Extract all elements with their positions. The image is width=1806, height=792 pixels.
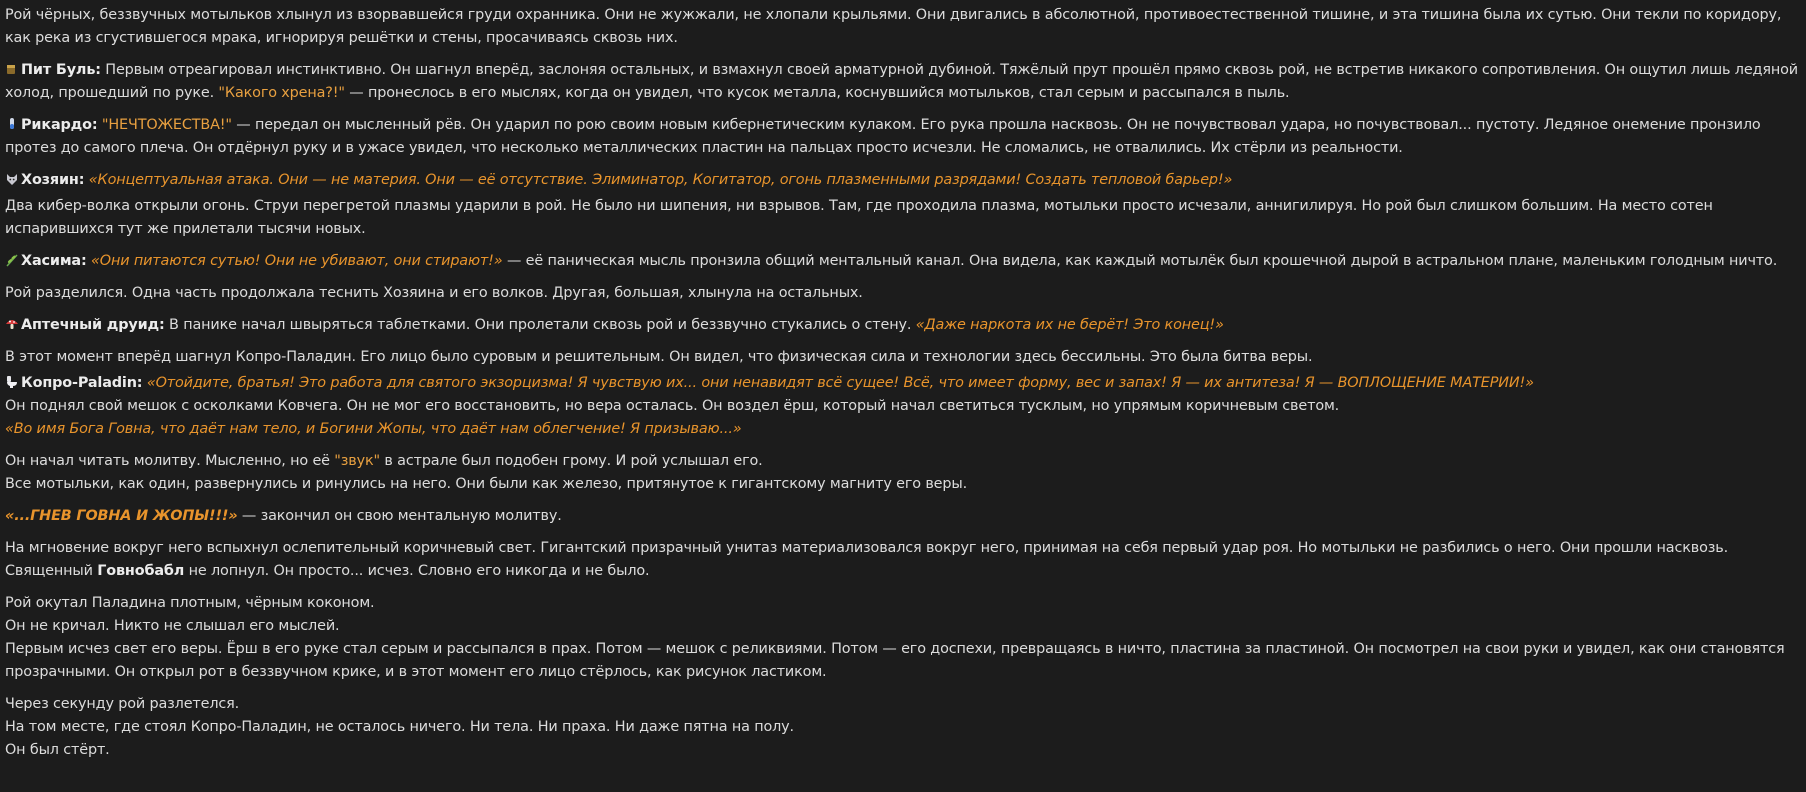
paragraph-ricardo: [5, 114, 1800, 160]
pitbull-text-end: — пронеслось в его мыслях, когда он увидел, что кусок металла, коснувшийся мотыльков, стал серым и рассыпался в пыль.: [344, 85, 1290, 101]
paragraph-moth-swarm: Рой чёрных, беззвучных мотыльков хлынул из взорвавшейся груди охранника. Они не жужжали, не хлопали крыльями. Они двигались в абсолютной, противоестественной тишине, и эта тишина была их сутью. Они текли по коридору, как река из сгустившегося мрака, игнорируя решётки и стены, просачиваясь сквозь них.: [5, 7, 1782, 46]
mushroom-icon: [5, 317, 19, 331]
wrath-quote: «...ГНЕВ ГОВНА И ЖОПЫ!!!»: [5, 508, 238, 524]
wrath-text: — закончил он свою ментальную молитву.: [237, 508, 562, 524]
paragraph-moths-turn: Все мотыльки, как один, развернулись и ринулись на него. Они были как железо, притянутое к гигантскому магниту его веры.: [5, 476, 968, 492]
prayer-text-end: в астрале был подобен грому. И рой услышал его.: [379, 453, 763, 469]
paragraph-paladin-steps: В этот момент вперёд шагнул Копро-Паладин. Его лицо было суровым и решительным. Он видел, что физическая сила и технологии здесь бессильны. Это была битва веры.: [5, 349, 1313, 365]
bubble-text: Священный: [5, 563, 98, 579]
speaker-master: Хозяин:: [21, 172, 85, 188]
sock-icon: [5, 62, 19, 76]
paladin-quote: «Отойдите, братья! Это работа для святого экзорцизма! Я чувствую их... они ненавидят всё сущее! Всё, что имеет форму, вес и запах! Я — их антитеза! Я — ВОПЛОЩЕНИЕ МАТЕРИИ!»: [146, 375, 1534, 391]
paragraph-paladin: [5, 372, 1800, 395]
paragraph-silence: Он не кричал. Никто не слышал его мыслей.: [5, 618, 340, 634]
speaker-hasima: Хасима:: [21, 253, 87, 269]
master-quote: «Концептуальная атака. Они — не материя. Они — её отсутствие. Элиминатор, Когитатор, огонь плазменными разрядами! Создать тепловой барьер!»: [88, 172, 1233, 188]
paragraph-cyber-wolves: Два кибер-волка открыли огонь. Струи перегретой плазмы ударили в рой. Не было ни шипения, ни взрывов. Там, где проходила плазма, мотыльки просто исчезали, аннигилируя. Но рой был слишком большим. На место сотен испарившихся тут же прилетали тысячи новых.: [5, 198, 1713, 237]
paragraph-bubble: [5, 560, 1800, 583]
paragraph-erasure: Первым исчез свет его веры. Ёрш в его руке стал серым и рассыпался в прах. Потом — мешок с реликвиями. Потом — его доспехи, превращаясь в ничто, пластина за пластиной. Он посмотрел на свои руки и увидел, как они становятся прозрачными. Он открыл рот в беззвучном крике, и в этот момент его лицо стёрлось, как рисунок ластиком.: [5, 641, 1785, 680]
paragraph-wrath: [5, 505, 1800, 528]
prayer-sound-quote: "звук": [334, 453, 380, 469]
speaker-pitbull: Пит Буль:: [21, 62, 101, 78]
paragraph-nothing-left: На том месте, где стоял Копро-Паладин, не осталось ничего. Ни тела. Ни праха. Ни даже пятна на полу.: [5, 719, 794, 735]
paragraph-erased: Он был стёрт.: [5, 742, 110, 758]
hasima-quote: «Они питаются сутью! Они не убивают, они стирают!»: [91, 253, 503, 269]
invocation-quote: «Во имя Бога Говна, что даёт нам тело, и Богини Жопы, что даёт нам облегчение! Я призываю...»: [5, 421, 742, 437]
druid-quote: «Даже наркота их не берёт! Это конец!»: [915, 317, 1224, 333]
paragraph-druid: [5, 314, 1800, 337]
paragraph-scatter: Через секунду рой разлетелся.: [5, 696, 240, 712]
paragraph-relic-bag: Он поднял свой мешок с осколками Ковчега. Он не мог его восстановить, но вера осталась. Он воздел ёрш, который начал светиться тусклым, но упрямым коричневым светом.: [5, 398, 1340, 414]
paragraph-hasima: [5, 250, 1800, 273]
paragraph-swarm-split: Рой разделился. Одна часть продолжала теснить Хозяина и его волков. Другая, большая, хлынула на остальных.: [5, 285, 863, 301]
speaker-paladin: Копро-Paladin:: [21, 375, 143, 391]
pitbull-quote: "Какого хрена?!": [218, 85, 345, 101]
paragraph-invocation: [5, 418, 1800, 441]
speaker-druid: Аптечный друид:: [21, 317, 165, 333]
test-tube-icon: [5, 117, 19, 131]
paragraph-pitbull: [5, 59, 1800, 105]
paragraph-brown-light: На мгновение вокруг него вспыхнул ослепительный коричневый свет. Гигантский призрачный унитаз материализовался вокруг него, принимая на себя первый удар роя. Но мотыльки не разбились о него. Они прошли насквозь.: [5, 540, 1729, 556]
ricardo-quote: "НЕЧТОЖЕСТВА!": [101, 117, 232, 133]
toilet-icon: [5, 375, 19, 389]
hasima-text: — её паническая мысль пронзила общий ментальный канал. Она видела, как каждый мотылёк был крошечной дырой в астральном плане, маленьким голодным ничто.: [502, 253, 1778, 269]
bubble-text-end: не лопнул. Он просто... исчез. Словно его никогда и не было.: [184, 563, 650, 579]
herb-icon: [5, 253, 19, 267]
speaker-ricardo: Рикардо:: [21, 117, 98, 133]
bubble-name: Говнобабл: [97, 563, 185, 579]
ricardo-text: — передал он мысленный рёв. Он ударил по рою своим новым кибернетическим кулаком. Его рука прошла насквозь. Он не почувствовал удара, но почувствовал... пустоту. Ледяное онемение пронзило протез до самого плеча. Он отдёрнул руку и в ужасе увидел, что несколько металлических пластин на пальцах просто исчезли. Не сломались, не отвалились. Их стёрли из реальности.: [5, 117, 1761, 156]
pitbull-text: Первым отреагировал инстинктивно. Он шагнул вперёд, заслоняя остальных, и взмахнул своей арматурной дубиной. Тяжёлый прут прошёл прямо сквозь рой, не встретив никакого сопротивления. Он ощутил лишь ледяной холод, прошедший по руке.: [5, 62, 1798, 101]
wolf-icon: [5, 172, 19, 186]
paragraph-cocoon: Рой окутал Паладина плотным, чёрным коконом.: [5, 595, 375, 611]
prayer-text: Он начал читать молитву. Мысленно, но её: [5, 453, 335, 469]
paragraph-master: [5, 169, 1800, 192]
paragraph-prayer: [5, 450, 1800, 473]
druid-text: В панике начал швыряться таблетками. Они пролетали сквозь рой и беззвучно стукались о стену.: [164, 317, 916, 333]
